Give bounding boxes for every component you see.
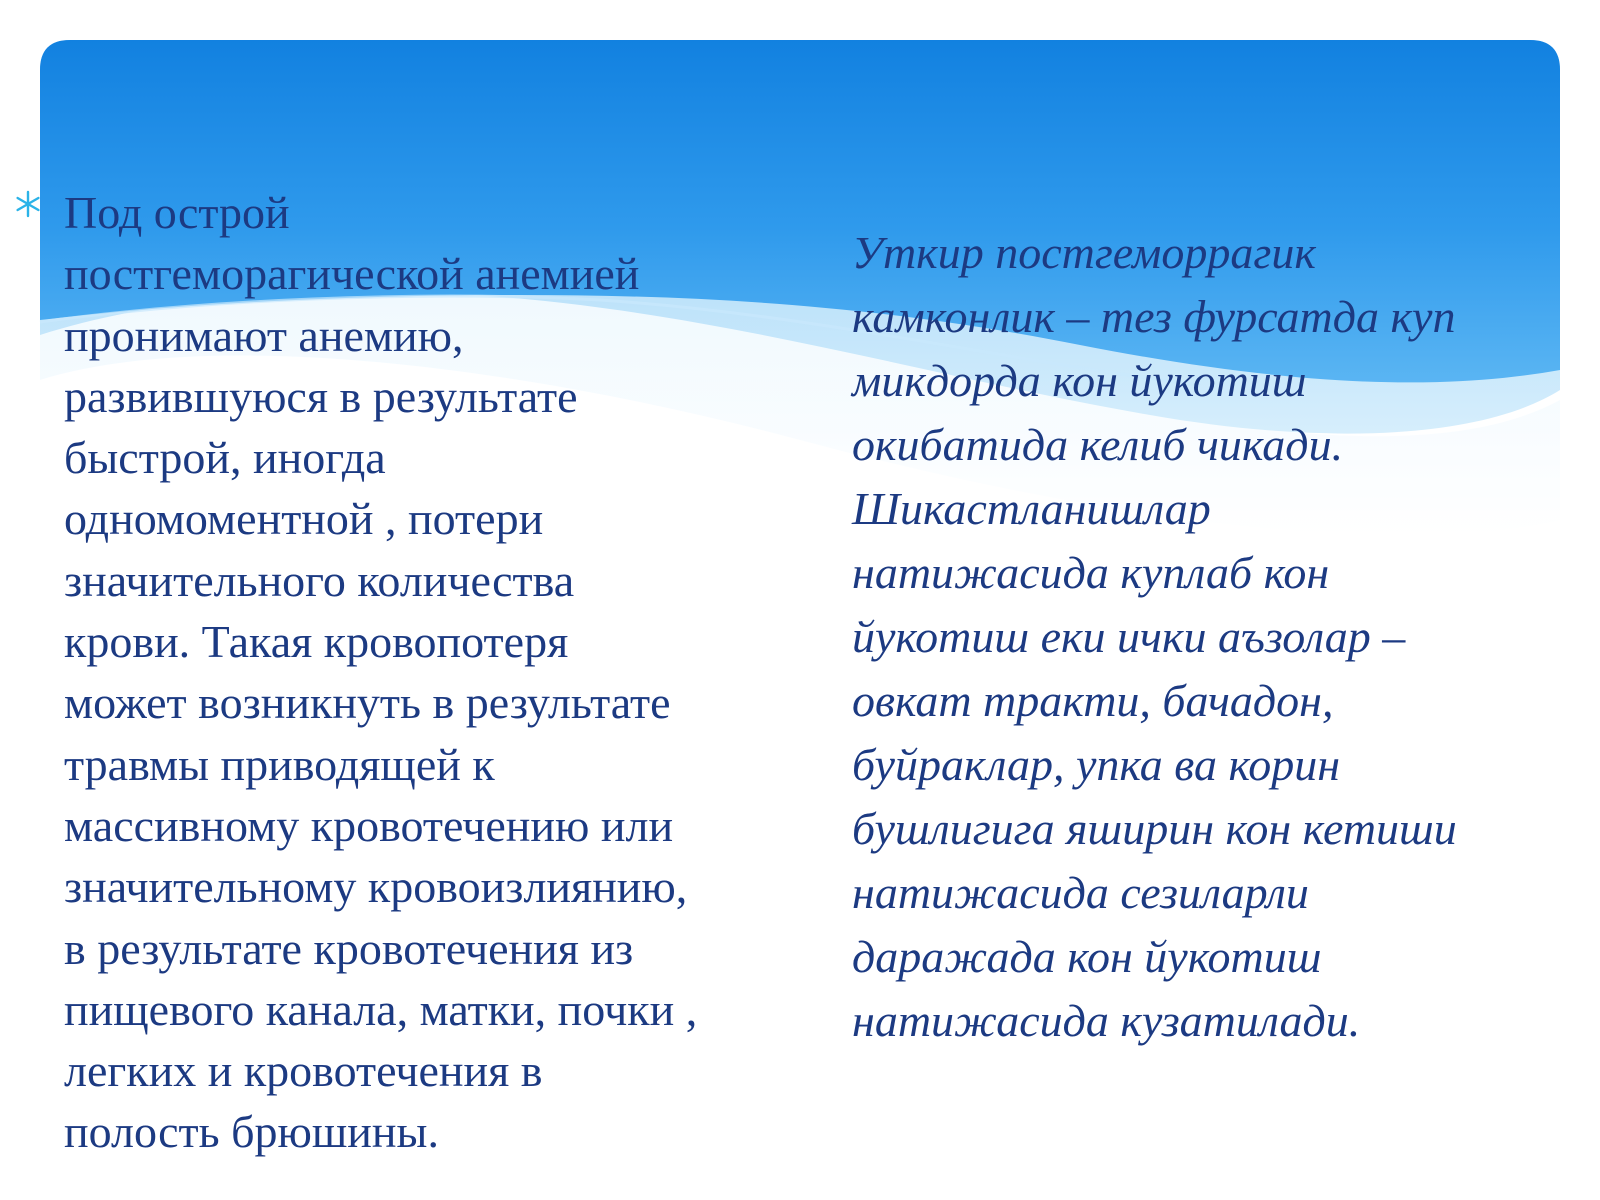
russian-paragraph: Под острой постгеморагической анемией пронимают анемию, развившуюся в результате быстрой, иногда одномоментной , потери значительного количества крови. Такая кровопотеря может возникнуть в результате травмы приводящей к массивному кровотечению или значительному кровоизлиянию, в результате кровотечения из пищевого канала, матки, почки , легких и кровотечения в полость брюшины. (64, 187, 698, 1158)
asterisk-icon (14, 190, 42, 218)
uzbek-paragraph: Уткир постгеморрагик камконлик – тез фурсатда куп микдорда кон йукотиш окибатида келиб чикади. Шикастланишлар натижасида куплаб кон йукотиш еки ички аъзолар – овкат тракти, бачадон, буйраклар, упка ва корин бушлигига яширин кон кетиши натижасида сезиларли даражада кон йукотиш натижасида кузатилади. (852, 227, 1457, 1046)
